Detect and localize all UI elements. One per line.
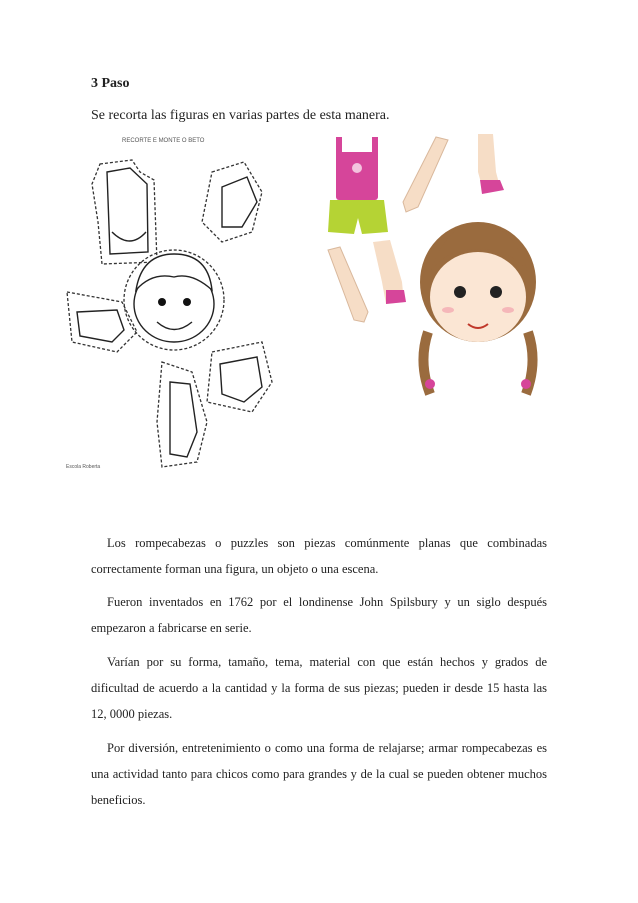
- arm-piece-top: [403, 137, 448, 212]
- foot-piece: [157, 362, 207, 467]
- girl-head-piece: [420, 222, 536, 394]
- paragraph-2: Fueron inventados en 1762 por el londinense John Spilsbury y un siglo después empezaron a fabricarse en serie.: [91, 595, 547, 635]
- hand-piece-right: [207, 342, 272, 412]
- paragraph-4: Por diversión, entretenimiento o como una forma de relajarse; armar rompecabezas es una actividad tanto para chicos como para grandes y de la cual se pueden obtener muchos beneficios.: [91, 741, 547, 807]
- shorts-piece: [328, 200, 388, 234]
- arm-piece-bottom: [328, 247, 368, 322]
- paragraph-3: Varían por su forma, tamaño, tema, material con que están hechos y grados de dificultad de acuerdo a la cantidad y la forma de sus piezas; pueden ir desde 15 hasta las 12, 0000 piezas.: [91, 655, 547, 721]
- overalls-piece: [336, 152, 378, 200]
- hand-piece-top-right: [202, 162, 262, 242]
- boy-cutout-figure: [62, 132, 277, 472]
- step-heading: 3 Paso: [91, 76, 130, 91]
- paragraph-1: Los rompecabezas o puzzles son piezas comúnmente planas que combinadas correctamente forman una figura, un objeto o una escena.: [91, 536, 547, 576]
- intro-text: Se recorta las figuras en varias partes de esta manera.: [91, 108, 390, 123]
- hand-piece-left: [67, 292, 137, 352]
- girl-cutout-figure: [318, 132, 538, 407]
- cutout-caption: RECORTE E MONTE O BETO: [122, 138, 205, 144]
- cutout-credit: Escola Roberta: [66, 464, 101, 470]
